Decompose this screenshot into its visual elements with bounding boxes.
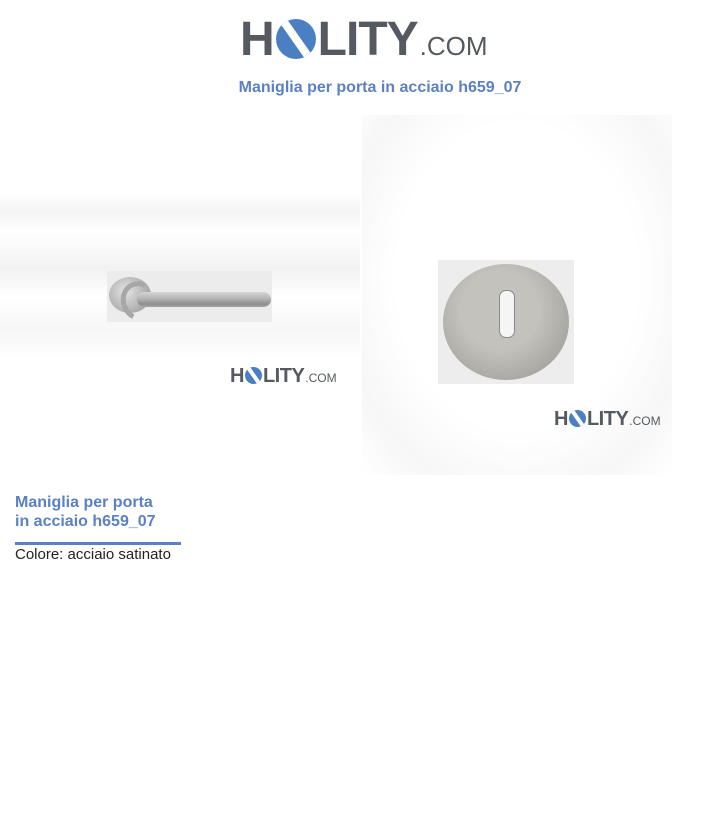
page-title: Maniglia per porta in acciaio h659_07 [238, 79, 522, 96]
watermark-tld: .COM [305, 371, 337, 385]
product-color [15, 546, 171, 563]
keyhole-escutcheon-icon [438, 260, 574, 384]
watermark-tld: .COM [629, 414, 661, 428]
product-title-line2: in acciaio h659_07 [15, 513, 156, 530]
color-label: Colore: [15, 546, 64, 563]
watermark-o-icon [569, 410, 586, 427]
watermark-letter-h: H [230, 365, 244, 387]
watermark-logo [554, 408, 661, 431]
watermark-wordmark: LITY [586, 408, 629, 430]
logo-o-icon [276, 19, 316, 59]
holity-logo[interactable] [240, 12, 488, 67]
watermark-logo [230, 365, 337, 388]
product-title-line1: Maniglia per porta [15, 494, 153, 511]
door-handle-icon [107, 271, 272, 322]
title-underline [15, 542, 181, 545]
keyhole-slot [499, 290, 515, 338]
watermark-letter-h: H [554, 408, 568, 430]
escutcheon-disc [443, 264, 569, 380]
color-value: acciaio satinato [67, 546, 171, 563]
watermark-o-icon [245, 367, 262, 384]
logo-wordmark: LITY [317, 13, 418, 66]
logo-tld: .COM [419, 31, 488, 61]
watermark-wordmark: LITY [262, 365, 305, 387]
logo-letter-h: H [240, 13, 274, 66]
product-title [15, 493, 185, 531]
handle-lever [137, 292, 271, 307]
